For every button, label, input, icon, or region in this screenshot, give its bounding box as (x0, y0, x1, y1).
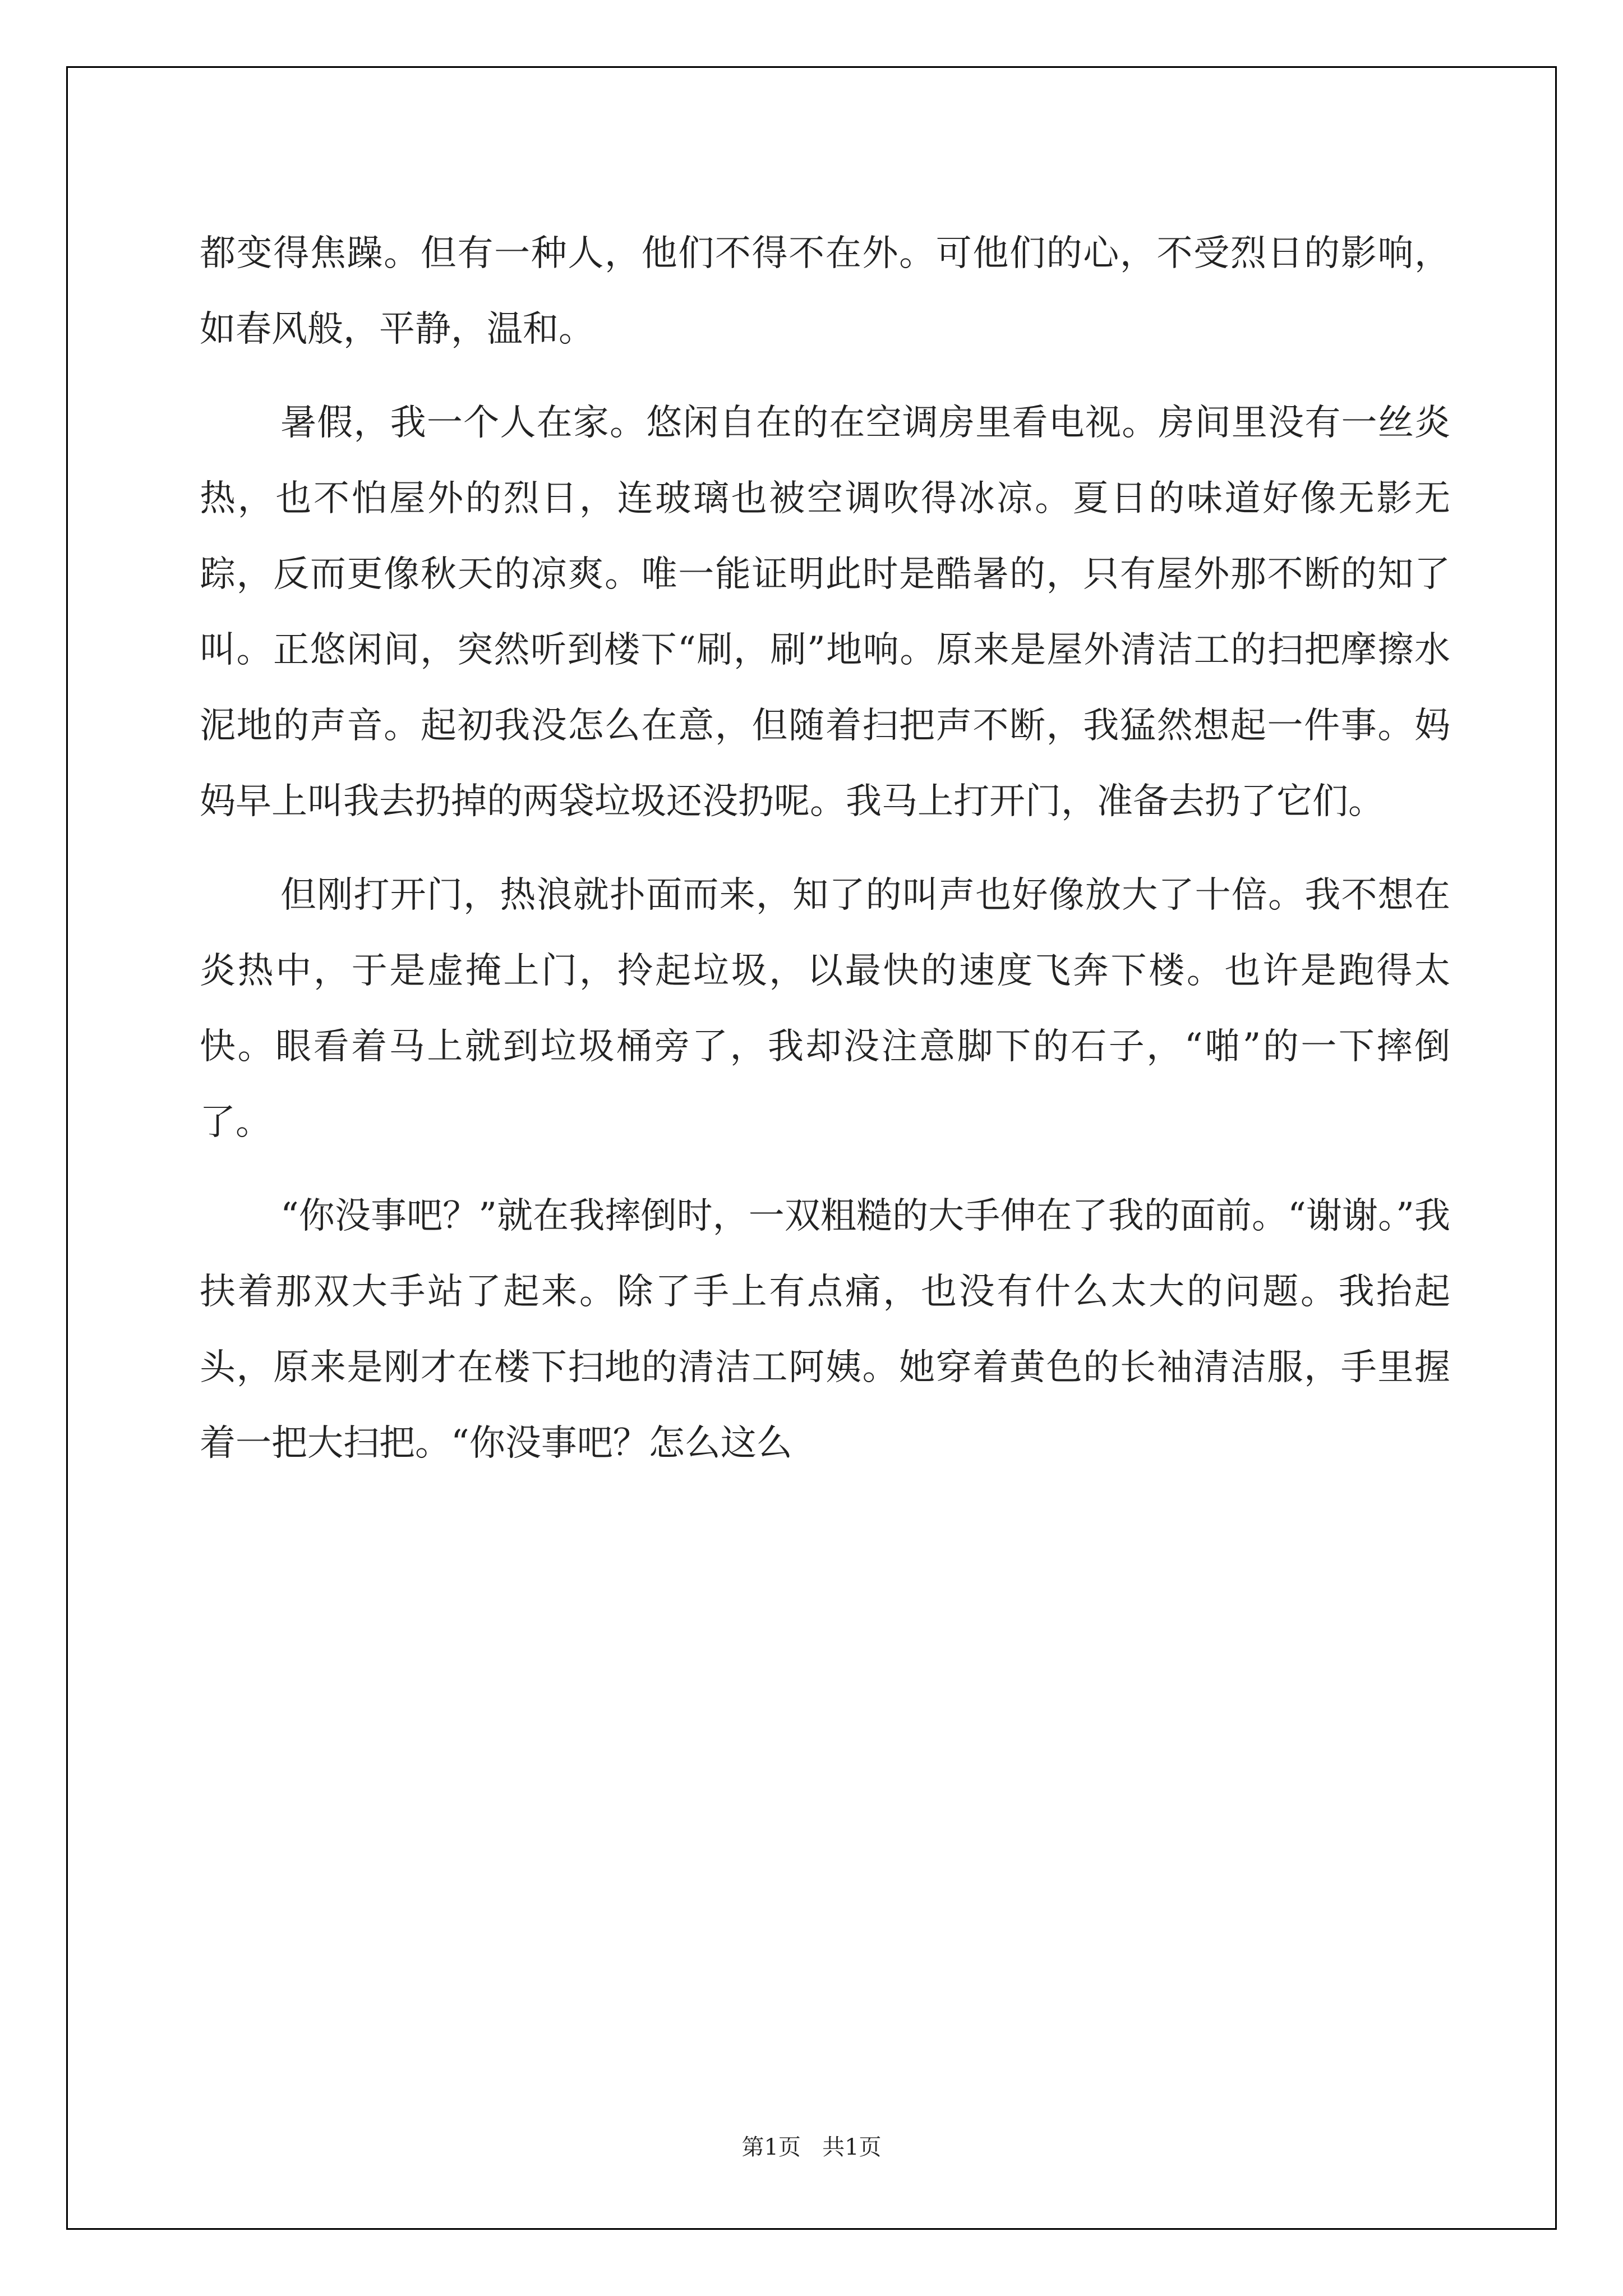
paragraph-4: “你没事吧？”就在我摔倒时，一双粗糙的大手伸在了我的面前。“谢谢。”我扶着那双大手站了起来。除了手上有点痛，也没有什么太大的问题。我抬起头，原来是刚才在楼下扫地的清洁工阿姨。她穿着黄色的长袖清洁服，手里握着一把大扫把。“你没事吧？怎么这么 (200, 1195, 1450, 1464)
paragraph-1: 都变得焦躁。但有一种人，他们不得不在外。可他们的心，不受烈日的影响，如春风般，平静，温和。 (200, 233, 1450, 350)
page-footer (0, 2132, 1623, 2163)
paragraph-3: 但刚打开门，热浪就扑面而来，知了的叫声也好像放大了十倍。我不想在炎热中，于是虚掩上门，拎起垃圾，以最快的速度飞奔下楼。也许是跑得太快。眼看着马上就到垃圾桶旁了，我却没注意脚下的石子，“啪”的一下摔倒了。 (200, 875, 1450, 1143)
footer-spacer (801, 2134, 822, 2160)
document-body (200, 216, 1450, 1481)
page-total: 共1页 (822, 2134, 882, 2160)
paragraph-2: 暑假，我一个人在家。悠闲自在的在空调房里看电视。房间里没有一丝炎热，也不怕屋外的烈日，连玻璃也被空调吹得冰凉。夏日的味道好像无影无踪，反而更像秋天的凉爽。唯一能证明此时是酷暑的，只有屋外那不断的知了叫。正悠闲间，突然听到楼下“刷，刷”地响。原来是屋外清洁工的扫把摩擦水泥地的声音。起初我没怎么在意，但随着扫把声不断，我猛然想起一件事。妈妈早上叫我去扔掉的两袋垃圾还没扔呢。我马上打开门，准备去扔了它们。 (200, 402, 1450, 822)
page-number: 第1页 (741, 2134, 801, 2160)
